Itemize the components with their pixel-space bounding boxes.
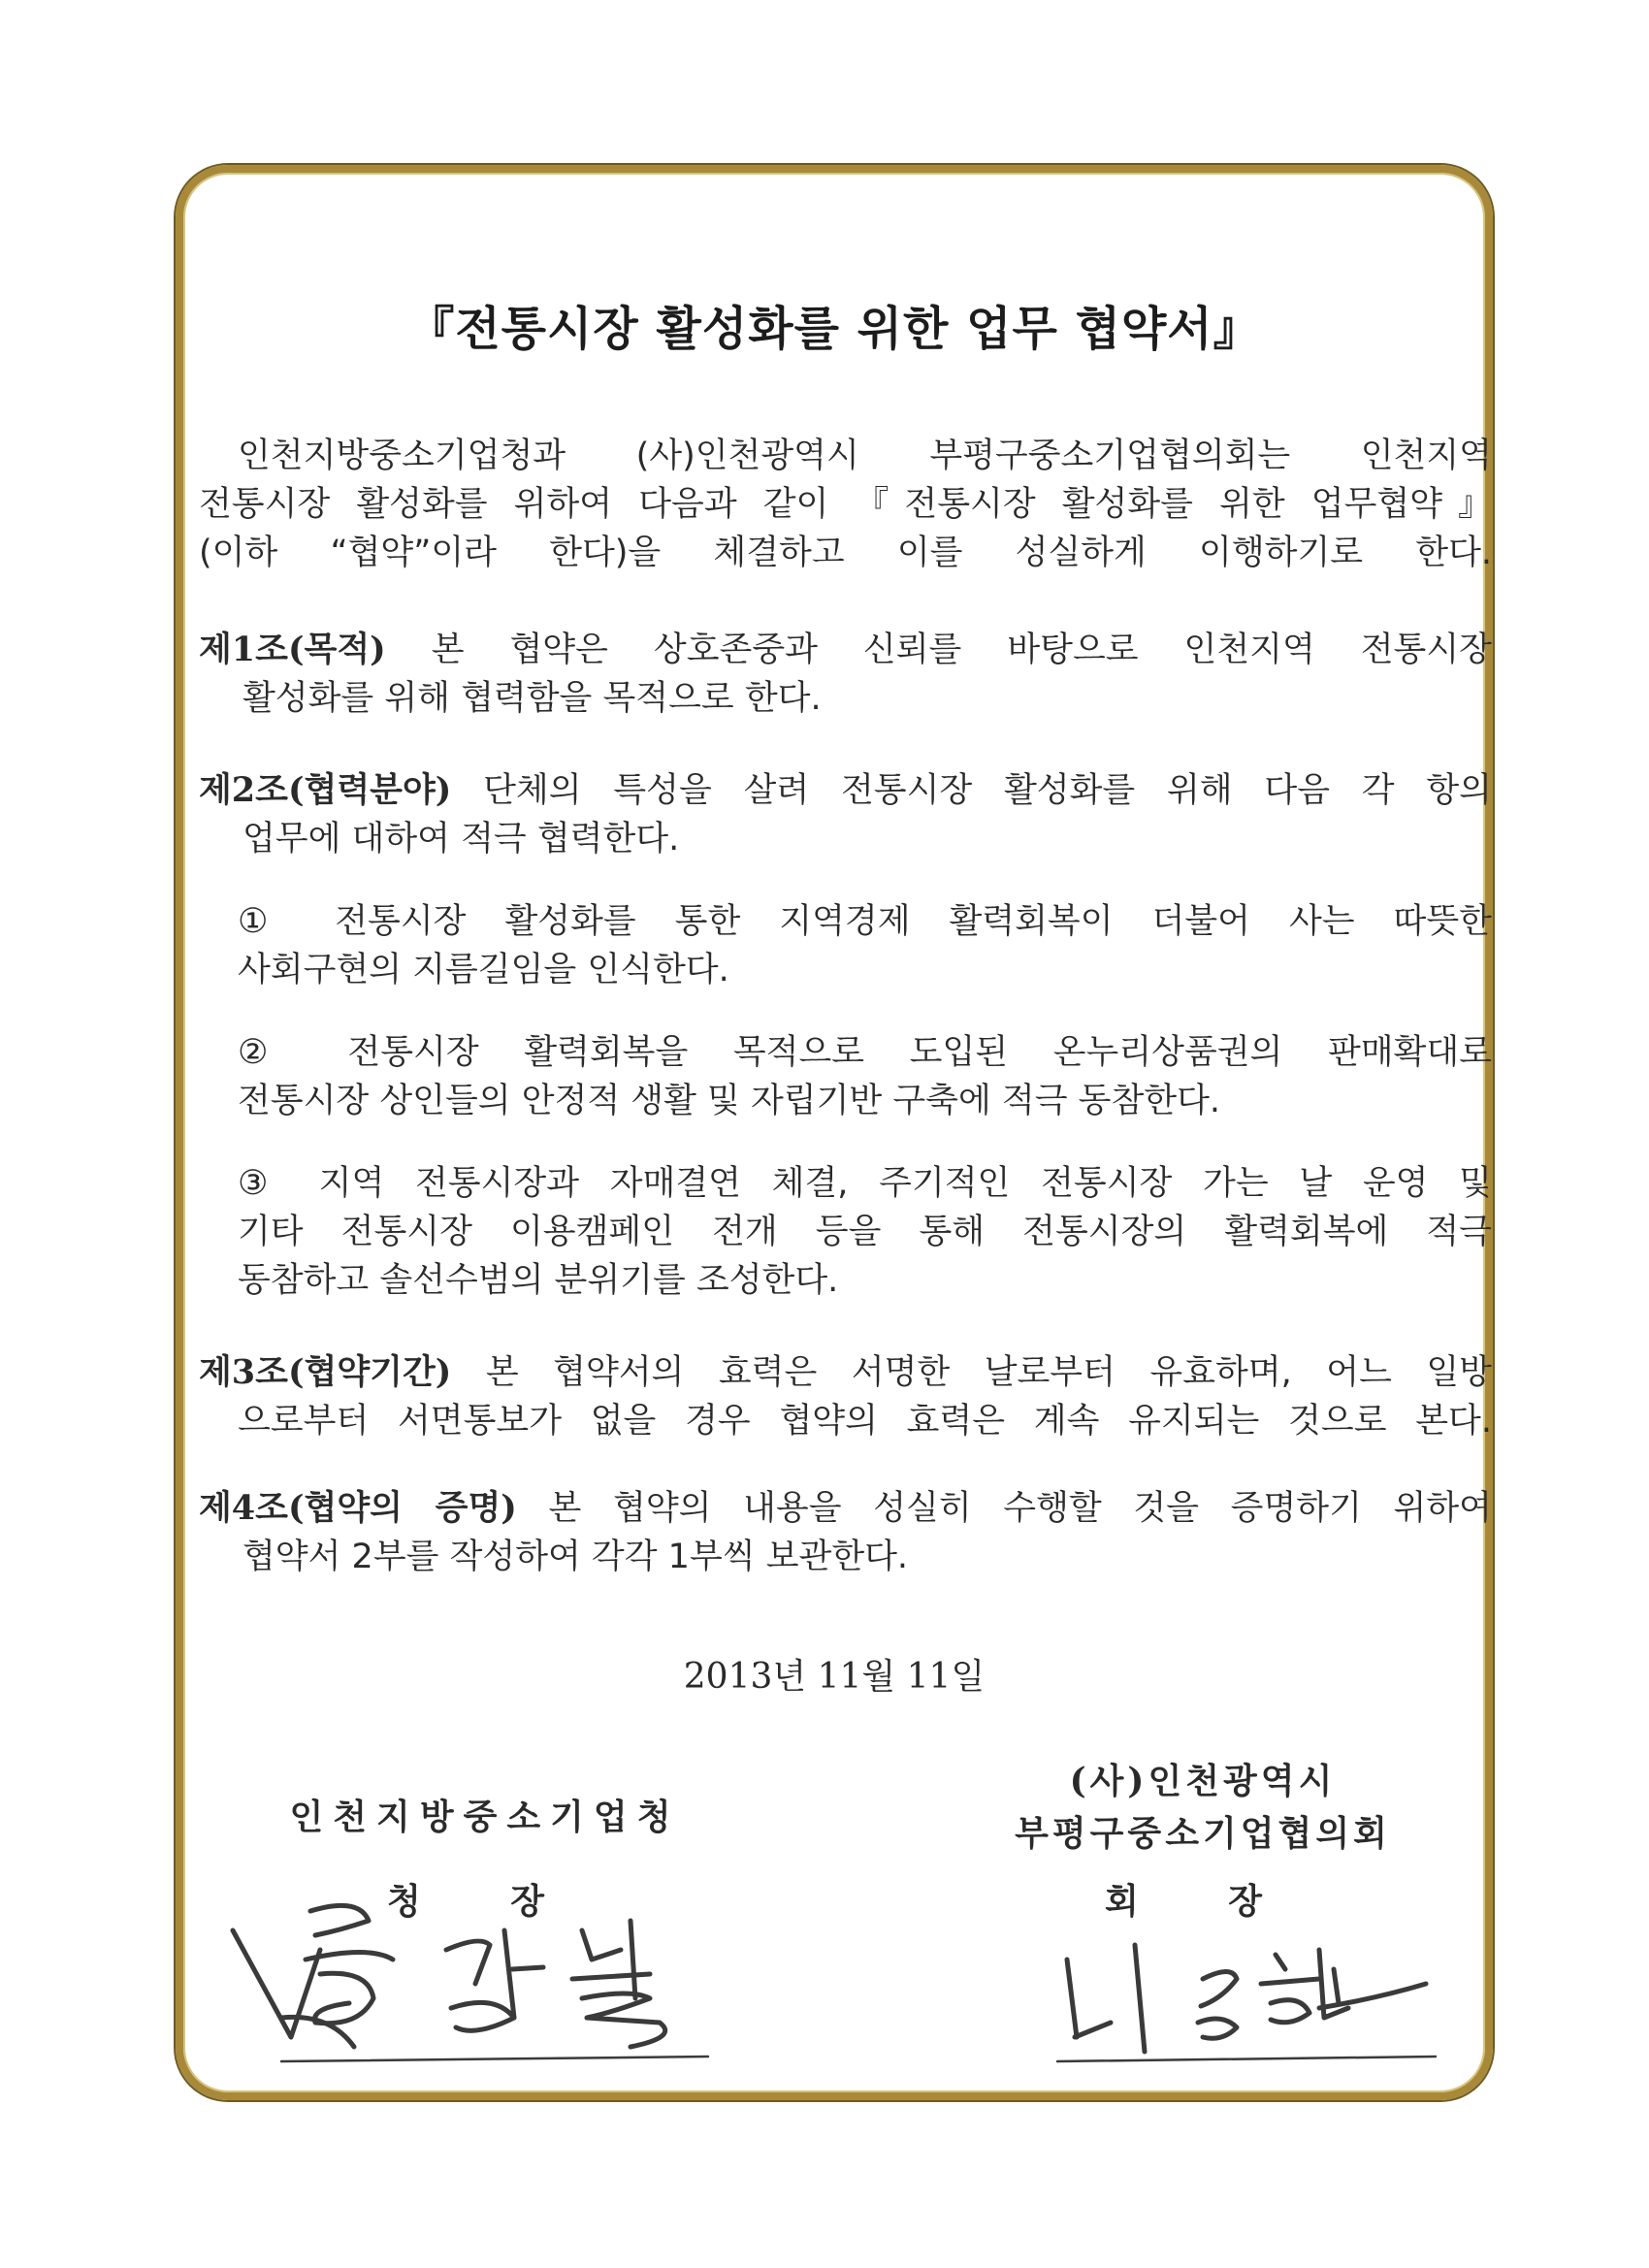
article-4-line-2: 협약서 2부를 작성하여 각각 1부씩 보관한다. <box>242 1538 909 1576</box>
party-right-org-line-2: 부평구중소기업협의회 <box>1015 1813 1391 1854</box>
article-3-line-2: 으로부터 서면통보가 없을 경우 협약의 효력은 계속 유지되는 것으로 본다. <box>238 1402 1492 1441</box>
document-title: 『전통시장 활성화를 위한 업무 협약서』 <box>407 302 1261 356</box>
article-2-line-2: 업무에 대하여 적극 협력한다. <box>242 820 680 859</box>
item-2-line-2: 전통시장 상인들의 안정적 생활 및 자립기반 구축에 적극 동참한다. <box>238 1082 1221 1120</box>
item-2-line-1: ② 전통시장 활력회복을 목적으로 도입된 온누리상품권의 판매확대로 <box>238 1033 1492 1072</box>
article-2-item-1 <box>199 897 1492 994</box>
intro-line-3: (이하 “협약”이라 한다)을 체결하고 이를 성실하게 이행하기로 한다. <box>199 534 1492 572</box>
article-4 <box>199 1484 1492 1581</box>
article-4-line-1: 본 협약의 내용을 성실히 수행할 것을 증명하기 위하여 <box>516 1489 1492 1528</box>
article-2-title: 제2조(협력분야) <box>199 770 452 810</box>
item-1-line-2: 사회구현의 지름길임을 인식한다. <box>238 951 729 989</box>
article-2 <box>199 766 1492 863</box>
item-3-line-2: 기타 전통시장 이용캠페인 전개 등을 통해 전통시장의 활력회복에 적극 <box>238 1213 1492 1251</box>
intro-paragraph <box>199 432 1492 577</box>
item-1-line-1: ① 전통시장 활성화를 통한 지역경제 활력회복이 더불어 사는 따뜻한 <box>238 902 1492 941</box>
item-3-line-1: ③ 지역 전통시장과 자매결연 체결, 주기적인 전통시장 가는 날 운영 및 <box>238 1164 1492 1203</box>
article-2-item-3 <box>199 1159 1492 1305</box>
signature-left <box>223 1892 728 2076</box>
article-3-line-1: 본 협약서의 효력은 서명한 날로부터 유효하며, 어느 일방 <box>451 1353 1492 1392</box>
article-1 <box>199 626 1492 723</box>
intro-line-1: 인천지방중소기업청과 (사)인천광역시 부평구중소기업협의회는 인천지역 <box>238 437 1492 475</box>
article-2-line-1: 단체의 특성을 살려 전통시장 활성화를 위해 다음 각 항의 <box>451 771 1492 810</box>
article-1-line-1: 본 협약은 상호존중과 신뢰를 바탕으로 인천지역 전통시장 <box>385 631 1492 669</box>
party-left-org: 인천지방중소기업청 <box>289 1797 681 1837</box>
item-3-line-3: 동참하고 솔선수범의 분위기를 조성한다. <box>238 1261 839 1300</box>
party-left-role: 청 장 <box>386 1881 584 1922</box>
article-3-title: 제3조(협약기간) <box>199 1352 452 1392</box>
article-1-line-2: 활성화를 위해 협력함을 목적으로 한다. <box>242 679 822 718</box>
party-right-org-line-1: (사)인천광역시 <box>1069 1761 1337 1801</box>
intro-line-2: 전통시장 활성화를 위하여 다음과 같이 『전통시장 활성화를 위한 업무협약』 <box>199 485 1492 524</box>
article-1-title: 제1조(목적) <box>199 630 386 669</box>
article-4-title: 제4조(협약의 증명) <box>199 1488 517 1528</box>
article-2-item-2 <box>199 1028 1492 1125</box>
signing-date: 2013년 11월 11일 <box>683 1657 986 1697</box>
article-3 <box>199 1348 1492 1445</box>
signature-right <box>1028 1930 1455 2076</box>
party-right-role: 회 장 <box>1104 1881 1302 1922</box>
